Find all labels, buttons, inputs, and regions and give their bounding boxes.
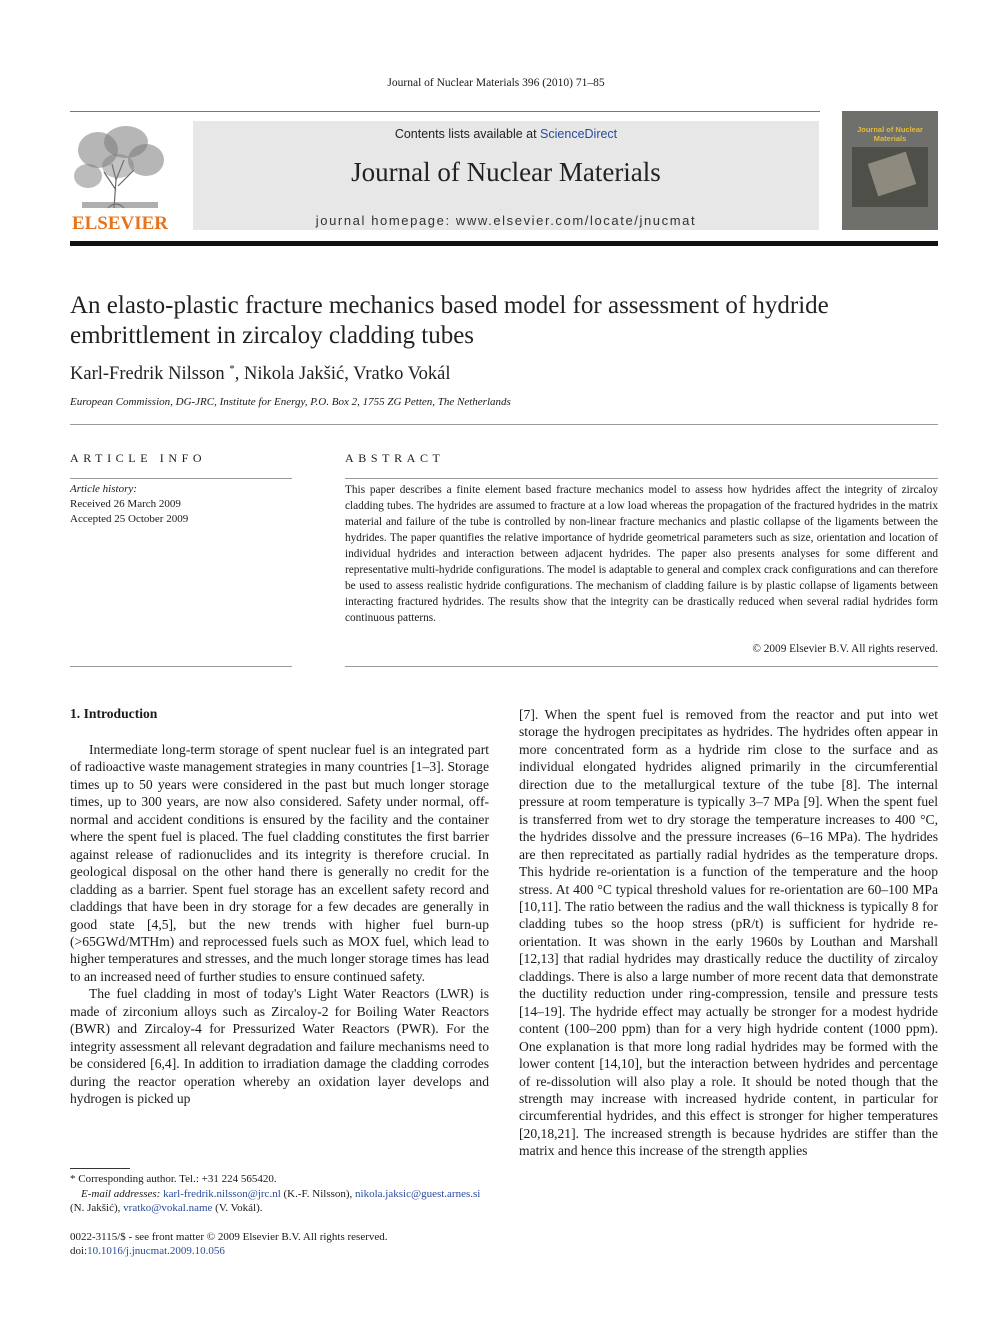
corresponding-author-note: * Corresponding author. Tel.: +31 224 565420. [70, 1173, 277, 1185]
article-info-heading: ARTICLE INFO [70, 451, 207, 465]
email-addresses [70, 1187, 490, 1216]
email-link-jaksic[interactable]: nikola.jaksic@guest.arnes.si [355, 1187, 481, 1200]
elsevier-logo [68, 120, 172, 232]
article-history [70, 482, 188, 526]
author-1[interactable]: Karl-Fredrik Nilsson [70, 364, 225, 385]
affiliation-rule [70, 424, 938, 425]
author-list [70, 363, 451, 385]
email-owner: (N. Jakšić), [70, 1202, 124, 1214]
journal-cover-image [842, 111, 938, 230]
abstract-copyright: © 2009 Elsevier B.V. All rights reserved. [752, 643, 938, 655]
doi-label: doi: [70, 1245, 88, 1257]
header-rule [70, 111, 820, 112]
footnote-rule [70, 1168, 130, 1169]
other-authors: , Nikola Jakšić, Vratko Vokál [234, 364, 451, 385]
journal-homepage[interactable]: journal homepage: www.elsevier.com/locate/jnucmat [315, 213, 697, 228]
received-date: Received 26 March 2009 [70, 497, 181, 510]
email-link-vokal[interactable]: vratko@vokal.name [123, 1202, 213, 1214]
journal-citation: Journal of Nuclear Materials 396 (2010) 71–85 [387, 77, 605, 89]
abstract-bottom-rule [345, 666, 938, 667]
email-label: E-mail addresses: [81, 1187, 161, 1200]
doi-line [70, 1244, 388, 1258]
article-info-rule [70, 478, 292, 479]
paragraph: Intermediate long-term storage of spent nuclear fuel is an integrated part of radioactive waste management strategies in many countries [1–3]. Storage times up to 50 years were considered in the past but much longer storage times, up to 300 years, are now also considered. Safety under normal, off-normal and accident conditions is ensured by the facility and the container where the spent fuel is placed. The fuel cladding constitutes the first barrier against release of radionuclides and its integrity is therefore crucial. In geological disposal on the other hand there is generally no credit for the cladding as a barrier. Spent fuel storage has an excellent safety record and claddings that have been in dry storage for a few decades are generally in good state [4,5], but the new trends with higher fuel burn-up (>65GWd/MTHm) and reprocessed fuels such as MOX fuel, which lead to higher temperatures and stresses, and the much longer storage times has lead to an increased need of further studies to ensure continued safety. [70, 742, 489, 984]
elsevier-wordmark: ELSEVIER [71, 213, 169, 232]
body-column-right [519, 706, 938, 1160]
sciencedirect-link[interactable]: ScienceDirect [540, 127, 618, 141]
affiliation: European Commission, DG-JRC, Institute for Energy, P.O. Box 2, 1755 ZG Petten, The Netherlands [70, 396, 511, 408]
abstract-rule [345, 478, 938, 479]
paragraph: The fuel cladding in most of today's Light Water Reactors (LWR) is made of zirconium alloys such as Zircaloy-2 for Boiling Water Reactors (BWR) and Zircaloy-4 for Pressurized Water Reactors (PWR). For the integrity assessment all relevant degradation and failure mechanisms need to be considered [6,4]. In addition to irradiation damage the cladding corrodes during the reactor operation whereby an oxidation layer develops and hydrogen is picked up [70, 986, 489, 1107]
accepted-date: Accepted 25 October 2009 [70, 512, 189, 525]
doi-link[interactable]: 10.1016/j.jnucmat.2009.10.056 [87, 1245, 225, 1257]
corresponding-mark[interactable]: * [229, 363, 235, 375]
header-thick-rule [70, 241, 938, 246]
body-column-left [70, 741, 489, 1108]
abstract-text: This paper describes a finite element based fracture mechanics model to assess how hydrides affect the integrity of zircaloy cladding tubes. The hydrides are assumed to fracture at a low load whereas the propagation of the fractured hydrides in the matrix material and failure of the tube is controlled by non-linear fracture mechanics and plastic collapse of the ligaments between the hydrides. The paper quantifies the relative importance of hydride geometrical parameters such as size, orientation and location of individual hydrides and interaction between adjacent hydrides. The paper also presents analyses for some different and representative multi-hydride configurations. The model is adaptable to general and complex crack configurations and can therefore be used to assess realistic hydride configurations. The mechanism of cladding failure is by plastic collapse of ligaments between interacting fractured hydrides. The results show that the integrity can be drastically reduced when several radial hydrides form continuous patterns. [345, 484, 938, 624]
contents-prefix: Contents lists available at [394, 127, 541, 141]
footnotes [70, 1172, 490, 1216]
contents-line [193, 127, 819, 141]
front-matter [70, 1230, 388, 1258]
abstract-heading: ABSTRACT [345, 451, 445, 465]
issn-line: 0022-3115/$ - see front matter © 2009 Elsevier B.V. All rights reserved. [70, 1231, 388, 1243]
section-heading-introduction: 1. Introduction [70, 706, 158, 721]
journal-name: Journal of Nuclear Materials [351, 157, 661, 187]
history-label: Article history: [70, 483, 137, 495]
article-info-bottom-rule [70, 666, 292, 667]
paragraph: [7]. When the spent fuel is removed from the reactor and put into wet storage the hydrogen precipitates as hydrides. The hydrides often appear in more concentrated form as a hydride rim close to the surface and as individual elongated hydrides aligned primarily in the circumferential direction due to the metallurgical texture of the tube [8]. The internal pressure at room temperature is typically 3–7 MPa [9]. When the spent fuel is transferred from wet to dry storage the temperature increases to 400 °C, the hydrides dissolve and the pressure increases (6–16 MPa). The hydrides are then reprecitated as partially radial hydrides as the temperature drops. This hydride re-orientation is a function of the temperature and the hoop stress. At 400 °C typical threshold values for re-orientation are 60–100 MPa [10,11]. The ratio between the radius and the wall thickness is typically 8 for cladding tubes so the hoop stress (pR/t) is sufficient for hydride re-orientation. It was shown in the early 1960s by Louthan and Marshall [12,13] that radial hydrides may drastically reduce the ductility of zircaloy claddings. There is also a large number of more recent data that demonstrate the ductility reduction under ring-compression, tensile and pressure tests [14–19]. The hydride effect may actually be stronger for a modest hydride content (100–200 ppm) than for a very high hydride content (1000 ppm). One explanation is that more long radial hydrides may be formed with the lower content [14,10], but the interaction between hydrides and percentage of re-dissolution will also play a role. It should be noted though that the strength may increase with increased hydride content, in particular for circumferential hydrides, and this effect is stronger for higher temperatures [20,18,21]. The increased strength is because hydrides are stiffer than the matrix and hence this increase of the strength applies [519, 707, 938, 1159]
email-owner: (K.-F. Nilsson), [280, 1187, 356, 1200]
email-link-nilsson[interactable]: karl-fredrik.nilsson@jrc.nl [163, 1187, 281, 1200]
journal-banner [193, 121, 819, 230]
cover-title: Journal of Nuclear Materials [857, 125, 923, 143]
email-owner: (V. Vokál). [212, 1202, 263, 1214]
article-title: An elasto-plastic fracture mechanics based model for assessment of hydride embrittlement in zircaloy cladding tubes [70, 292, 829, 349]
